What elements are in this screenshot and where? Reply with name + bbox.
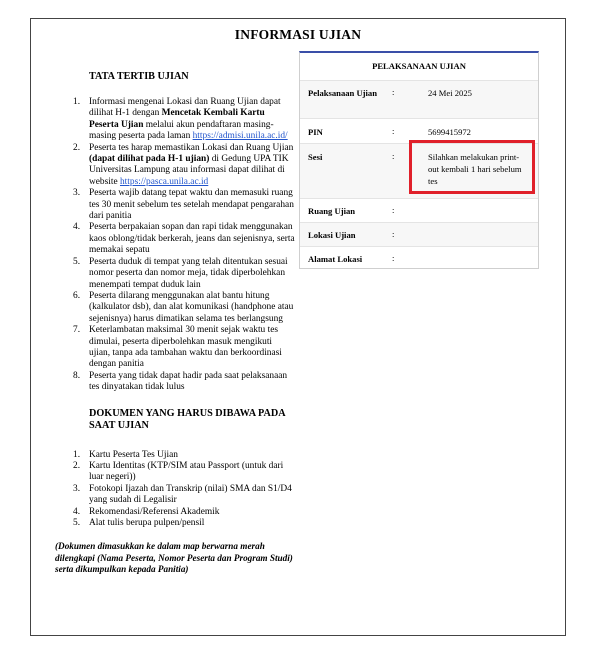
- item-number: 5.: [73, 518, 81, 528]
- page-title: INFORMASI UJIAN: [234, 27, 362, 42]
- row-value: 5699415972: [428, 127, 471, 137]
- table-row: [300, 198, 538, 223]
- item-number: 4.: [73, 222, 81, 233]
- table-row: [300, 222, 538, 247]
- item-text: Kartu Peserta Tes Ujian: [89, 449, 178, 460]
- row-colon: :: [392, 205, 395, 215]
- item-text: Alat tulis berupa pulpen/pensil: [89, 518, 205, 528]
- row-colon: :: [392, 87, 395, 97]
- item-text: Peserta berpakaian sopan dan rapi tidak menggunakan kaos oblong/tidak berkerah, jeans dan sejenisnya, serta memakai sepatu: [89, 222, 295, 256]
- item-text: Rekomendasi/Referensi Akademik: [89, 506, 220, 517]
- item-number: 1.: [73, 97, 81, 107]
- admisi-link[interactable]: https://admisi.unila.ac.id/: [192, 131, 288, 142]
- item-number: 6.: [73, 290, 81, 301]
- list-item: [55, 507, 295, 518]
- item-number: 3.: [73, 188, 81, 199]
- item-bold-text: (dapat dilihat pada H-1 ujian): [89, 154, 210, 165]
- pasca-link[interactable]: https://pasca.unila.ac.id: [119, 176, 209, 187]
- list-item: [55, 143, 295, 189]
- item-number: 5.: [73, 256, 81, 267]
- list-item: [55, 97, 295, 143]
- row-value: 24 Mei 2025: [428, 88, 472, 98]
- row-colon: :: [392, 126, 395, 136]
- row-label: Pelaksanaan Ujian: [308, 88, 378, 98]
- item-number: 4.: [73, 506, 81, 517]
- item-number: 3.: [73, 483, 81, 494]
- row-label: Alamat Lokasi: [308, 254, 363, 264]
- row-label: Sesi: [308, 152, 323, 162]
- item-number: 2.: [73, 460, 81, 471]
- row-label: Lokasi Ujian: [308, 230, 356, 240]
- tata-tertib-heading: TATA TERTIB UJIAN: [89, 71, 189, 82]
- item-text: Peserta wajib datang tepat waktu dan memasuki ruang tes 30 menit sebelum tes setelah mendapat pengarahan dari panitia: [89, 188, 294, 222]
- documents-note: (Dokumen dimasukkan ke dalam map berwarna merah dilengkapi (Nama Peserta, Nomor Peserta dan Program Studi) serta dikumpulkan kepada Panitia): [55, 541, 293, 575]
- list-item: [55, 518, 295, 529]
- list-item: [55, 450, 295, 461]
- list-item: [55, 222, 295, 256]
- item-number: 7.: [73, 325, 81, 336]
- item-number: 8.: [73, 370, 81, 381]
- item-text: di Gedung UPA TIK Universitas Lampung atau informasi dapat dilihat di website: [89, 154, 289, 187]
- panel-title: PELAKSANAAN UJIAN: [372, 61, 466, 71]
- list-item: [55, 461, 295, 484]
- documents-list: [55, 450, 295, 530]
- item-text: Peserta duduk di tempat yang telah ditentukan sesuai nomor peserta dan nomor meja, tidak diperbolehkan menempati tempat duduk lain: [89, 256, 288, 290]
- item-text: Peserta tes harap memastikan Lokasi dan Ruang Ujian: [89, 142, 294, 153]
- dokumen-heading: DOKUMEN YANG HARUS DIBAWA PADA SAAT UJIAN: [89, 407, 286, 431]
- item-text: melalui akun pendaftaran masing-masing peserta pada laman: [89, 119, 274, 142]
- item-number: 2.: [73, 142, 81, 153]
- list-item: [55, 325, 295, 371]
- table-row: [300, 246, 538, 270]
- row-value: Silahkan melakukan print-out kembali 1 hari sebelum tes: [428, 152, 522, 186]
- item-number: 1.: [73, 449, 81, 460]
- item-text: Kartu Identitas (KTP/SIM atau Passport (untuk dari luar negeri)): [89, 460, 284, 483]
- list-item: [55, 371, 295, 394]
- list-item: [55, 484, 295, 507]
- list-item: [55, 188, 295, 222]
- row-colon: :: [392, 151, 395, 161]
- item-text: Peserta dilarang menggunakan alat bantu hitung (kalkulator dsb), dan alat komunikasi (handphone atau sejenisnya) harus dimatikan selama tes berlangsung: [89, 290, 294, 324]
- item-text: Fotokopi Ijazah dan Transkrip (nilai) SMA dan S1/D4 yang sudah di Legalisir: [89, 483, 292, 506]
- item-text: Keterlambatan maksimal 30 menit sejak waktu tes dimulai, peserta diperbolehkan masuk mengikuti ujian, tanpa ada tambahan waktu dan berkoordinasi dengan panitia: [89, 325, 282, 370]
- row-colon: :: [392, 253, 395, 263]
- list-item: [55, 257, 295, 291]
- highlight-box: [409, 140, 535, 194]
- left-column: [55, 71, 295, 576]
- row-label: PIN: [308, 127, 323, 137]
- item-text: Peserta yang tidak dapat hadir pada saat pelaksanaan tes dinyatakan tidak lulus: [89, 370, 288, 393]
- list-item: [55, 291, 295, 325]
- row-label: Ruang Ujian: [308, 206, 356, 216]
- item-bold-text: Mencetak Kembali Kartu Peserta Ujian: [89, 108, 265, 130]
- row-colon: :: [392, 229, 395, 239]
- document-frame: [30, 18, 566, 636]
- rules-list: [55, 97, 295, 394]
- item-text: Informasi mengenai Lokasi dan Ruang Ujian dapat dilihat H-1 dengan: [89, 97, 281, 119]
- table-row: [300, 80, 538, 119]
